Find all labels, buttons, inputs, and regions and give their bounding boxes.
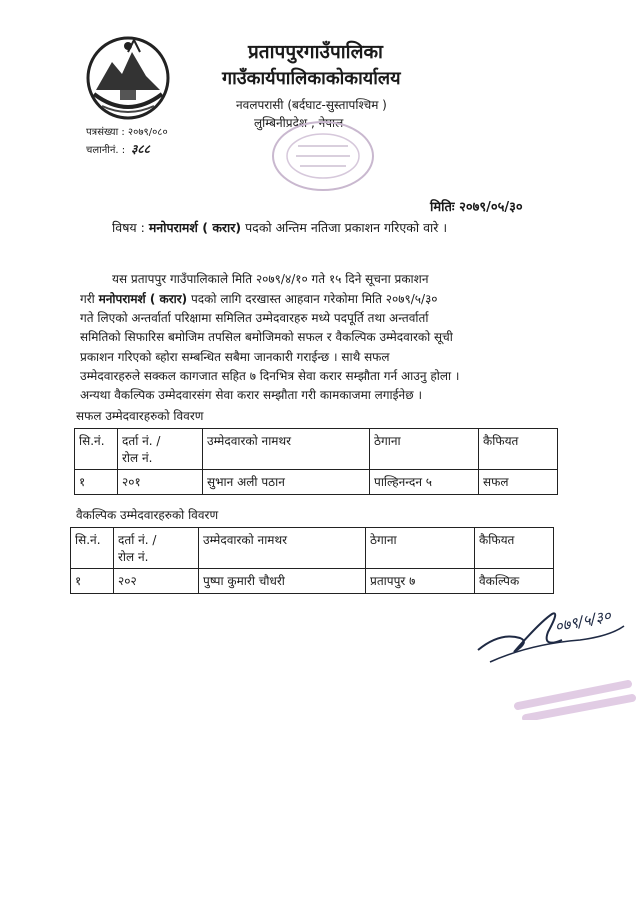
office-name: प्रतापपुरगाउँपालिका (248, 41, 383, 63)
successful-table (74, 428, 558, 495)
header-registration (118, 429, 203, 470)
header-remarks: कैफियत (475, 528, 554, 569)
body-line-4: समितिको सिफारिस बमोजिम तपसिल बमोजिमको सफल र वैकल्पिक उम्मेदवारको सूची (80, 330, 453, 344)
cell-registration: २०१ (118, 470, 203, 495)
alternate-section-title: वैकल्पिक उम्मेदवारहरुको विवरण (76, 508, 219, 522)
header-registration-line2: रोल नं. (122, 451, 153, 465)
dispatch-value: ३८८ (131, 142, 150, 156)
office-address-province: लुम्बिनीप्रदेश , नेपाल (254, 116, 344, 130)
dispatch-label: चलानीनं. : (86, 145, 126, 156)
body-line-6: उम्मेदवारहरुले सक्कल कागजात सहित ७ दिनभित्र सेवा करार सम्झौता गर्न आउनु होला । (80, 369, 460, 383)
body-line-2-rest: पदको लागि दरखास्त आहवान गरेकोमा मिति २०७९/५/३० (187, 292, 438, 306)
subject-suffix: पदको अन्तिम नतिजा प्रकाशन गरिएको वारे । (241, 220, 448, 235)
header-address: ठेगाना (366, 528, 475, 569)
body-line-3: गते लिएको अन्तर्वार्ता परिक्षामा समिलित उम्मेदवारहरु मध्ये पदपूर्ति तथा अन्तर्वार्ता (80, 311, 429, 325)
body-line-5: प्रकाशन गरिएको ब्होरा सम्बन्धित सबैमा जानकारी गराईन्छ । साथै सफल (80, 350, 390, 364)
successful-section-title: सफल उम्मेदवारहरुको विवरण (76, 409, 204, 423)
body-line-2-post-name: मनोपरामर्श ( करार) (98, 292, 188, 306)
table-row (75, 470, 558, 495)
header-remarks: कैफियत (479, 429, 558, 470)
header-name: उम्मेदवारको नामथर (203, 429, 370, 470)
cell-registration: २०२ (114, 569, 199, 594)
header-serial: सि.नं. (75, 429, 118, 470)
cell-name: पुष्पा कुमारी चौधरी (199, 569, 366, 594)
subject-line (112, 219, 447, 236)
cell-address: प्रतापपुर ७ (366, 569, 475, 594)
reference-number: पत्रसंख्या : २०७९/०८० (86, 127, 168, 138)
header-registration-line2: रोल नं. (118, 550, 149, 564)
table-header-row (75, 429, 558, 470)
cell-name: सुभान अली पठान (203, 470, 370, 495)
header-registration (114, 528, 199, 569)
cell-address: पाल्हिनन्दन ५ (370, 470, 479, 495)
cell-serial: १ (75, 470, 118, 495)
subject-post: मनोपरामर्श ( करार) (148, 220, 242, 235)
body-line-2-pre: गरी (80, 292, 99, 306)
subject-prefix: विषय : (112, 220, 149, 235)
dispatch-number (86, 140, 150, 157)
body-line-2 (80, 290, 438, 307)
cell-serial: १ (71, 569, 114, 594)
table-header-row (71, 528, 554, 569)
body-line-7: अन्यथा वैकल्पिक उम्मेदवारसंग सेवा करार सम्झौता गरी कामकाजमा लगाईनेछ । (80, 388, 422, 402)
office-department: गाउँकार्यपालिकाकोकार्यालय (222, 68, 401, 89)
signatory-stamp-icon (508, 660, 638, 720)
office-address-district: नवलपरासी (बर्दघाट-सुस्तापश्चिम ) (236, 98, 387, 112)
cell-remarks: सफल (479, 470, 558, 495)
signature-date: ०७९/५/३० (553, 606, 613, 636)
table-row (71, 569, 554, 594)
header-registration-line1: दर्ता नं. / (118, 533, 157, 547)
body-line-1: यस प्रतापपुर गाउँपालिकाले मिति २०७९/४/१० गते १५ दिने सूचना प्रकाशन (112, 272, 429, 286)
cell-remarks: वैकल्पिक (475, 569, 554, 594)
nepal-emblem-icon (82, 28, 174, 122)
office-stamp-icon (268, 116, 378, 196)
alternate-table (70, 527, 554, 594)
header-name: उम्मेदवारको नामथर (199, 528, 366, 569)
document-date: मितिः २०७९/०५/३० (430, 200, 523, 215)
header-address: ठेगाना (370, 429, 479, 470)
header-registration-line1: दर्ता नं. / (122, 434, 161, 448)
header-serial: सि.नं. (71, 528, 114, 569)
